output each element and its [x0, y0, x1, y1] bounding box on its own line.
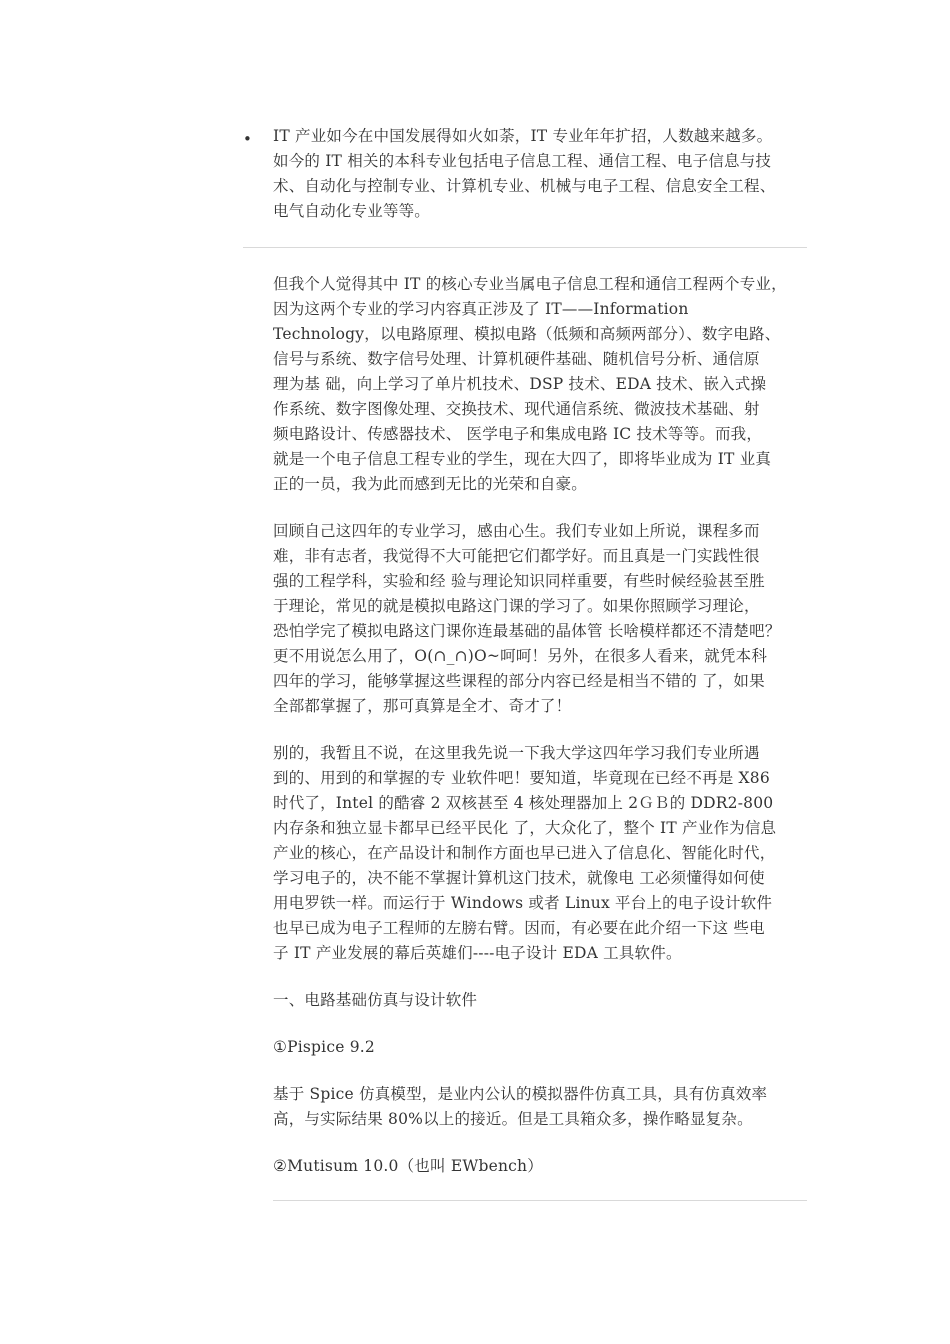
text-line: 难，非有志者，我觉得不大可能把它们都学好。而且真是一门实践性很 [273, 547, 760, 565]
text-line: 正的一员，我为此而感到无比的光荣和自豪。 [273, 475, 588, 493]
text-line: 频电路设计、传感器技术、 医学电子和集成电路 IC 技术等等。而我， [273, 425, 763, 443]
text-line: 高，与实际结果 80%以上的接近。但是工具箱众多，操作略显复杂。 [273, 1110, 753, 1128]
text-line: 术、自动化与控制专业、计算机专业、机械与电子工程、信息安全工程、 [273, 177, 776, 195]
item-2-title: ②Mutisum 10.0（也叫 EWbench） [273, 1157, 543, 1175]
text-line: 恐怕学完了模拟电路这门课你连最基础的晶体管 长啥模样都还不清楚吧？ [273, 622, 781, 640]
text-line: 更不用说怎么用了，O(∩_∩)O~呵呵！另外，在很多人看来，就凭本科 [273, 647, 768, 665]
item-1-title: ①Pispice 9.2 [273, 1038, 375, 1056]
text-line: 时代了，Intel 的酷睿 2 双核甚至 4 核处理器加上 2ＧＢ的 DDR2-800 [273, 794, 774, 812]
text-line: 学习电子的，决不能不掌握计算机这门技术，就像电 工必须懂得如何使 [273, 869, 765, 887]
text-line: 子 IT 产业发展的幕后英雄们----电子设计 EDA 工具软件。 [273, 944, 682, 962]
text-line: 因为这两个专业的学习内容真正涉及了 IT——Information [273, 300, 689, 318]
text-line: 内存条和独立显卡都早已经平民化 了，大众化了，整个 IT 产业作为信息 [273, 819, 777, 837]
bullet-marker: • [243, 130, 252, 148]
text-line: 用电罗铁一样。而运行于 Windows 或者 Linux 平台上的电子设计软件 [273, 894, 773, 912]
divider-line [273, 1200, 807, 1201]
text-line: 强的工程学科，实验和经 验与理论知识同样重要，有些时候经验甚至胜 [273, 572, 765, 590]
text-line: 回顾自己这四年的专业学习，感由心生。我们专业如上所说，课程多而 [273, 522, 760, 540]
section-heading: 一、电路基础仿真与设计软件 [273, 991, 478, 1009]
text-line: 就是一个电子信息工程专业的学生，现在大四了，即将毕业成为 IT 业真 [273, 450, 772, 468]
text-line: 如今的 IT 相关的本科专业包括电子信息工程、通信工程、电子信息与技 [273, 152, 772, 170]
text-line: 四年的学习，能够掌握这些课程的部分内容已经是相当不错的 了，如果 [273, 672, 765, 690]
text-line: 理为基 础，向上学习了单片机技术、DSP 技术、EDA 技术、嵌入式操 [273, 375, 767, 393]
text-line: 产业的核心，在产品设计和制作方面也早已进入了信息化、智能化时代， [273, 844, 776, 862]
text-line: 电气自动化专业等等。 [273, 202, 431, 220]
text-line: 到的、用到的和掌握的专 业软件吧！要知道，毕竟现在已经不再是 X86 [273, 769, 770, 787]
text-line: 别的，我暂且不说，在这里我先说一下我大学这四年学习我们专业所遇 [273, 744, 760, 762]
text-line: 信号与系统、数字信号处理、计算机硬件基础、随机信号分析、通信原 [273, 350, 760, 368]
text-line: 基于 Spice 仿真模型，是业内公认的模拟器件仿真工具，具有仿真效率 [273, 1085, 768, 1103]
text-line: 但我个人觉得其中 IT 的核心专业当属电子信息工程和通信工程两个专业， [273, 275, 787, 293]
text-line: 于理论，常见的就是模拟电路这门课的学习了。如果你照顾学习理论， [273, 597, 760, 615]
text-line: 也早已成为电子工程师的左膀右臂。因而，有必要在此介绍一下这 些电 [273, 919, 765, 937]
text-line: 作系统、数字图像处理、交换技术、现代通信系统、微波技术基础、射 [273, 400, 760, 418]
text-line: IT 产业如今在中国发展得如火如荼，IT 专业年年扩招，人数越来越多。 [273, 127, 773, 145]
text-line: 全部都掌握了，那可真算是全才、奇才了！ [273, 697, 572, 715]
divider-line [243, 247, 807, 248]
text-line: Technology，以电路原理、模拟电路（低频和高频两部分）、数字电路、 [273, 325, 781, 343]
